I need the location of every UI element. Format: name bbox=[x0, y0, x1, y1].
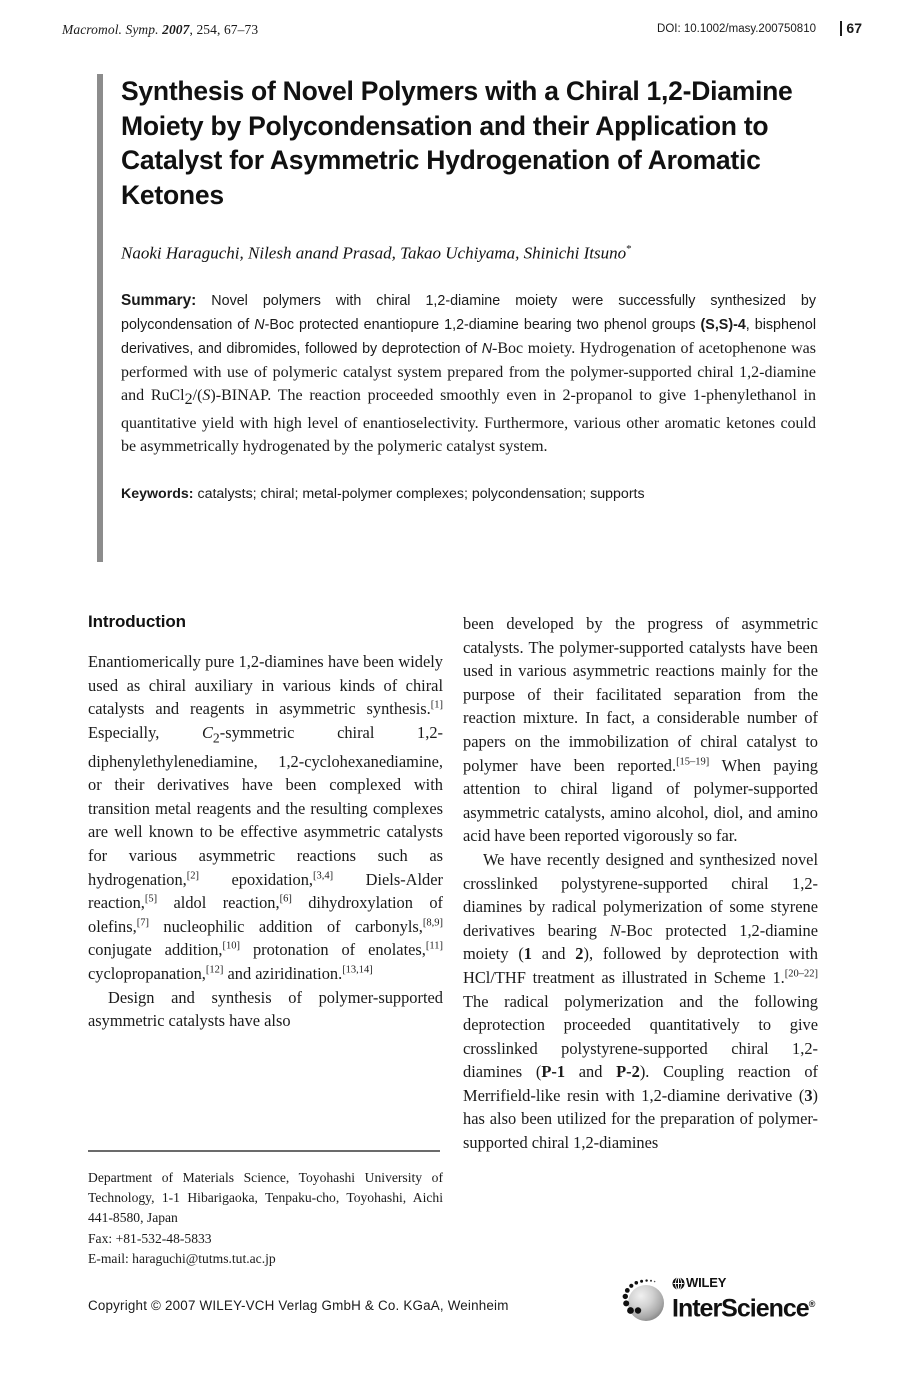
summary-compound-ss4: (S,S)-4 bbox=[700, 316, 746, 333]
p1-text-6: aldol reaction, bbox=[157, 893, 280, 913]
wiley-globe-icon bbox=[672, 1277, 685, 1290]
summary-text-4: -Boc moiety. Hydrogenation of acetophenone was performed with use of polymeric catalyst system prepared from the polymer-supported chiral 1,2-diamine and RuCl bbox=[121, 340, 816, 405]
p4-text-6: and bbox=[565, 1062, 617, 1082]
p4-text-1: We have recently designed and synthesized novel crosslinked polystyrene-supported chiral 1,2-diamines by radical polymerization of some styrene derivatives bearing bbox=[463, 849, 818, 940]
registered-mark: ® bbox=[808, 1299, 815, 1309]
author-list bbox=[121, 238, 811, 265]
summary-italic-n-2: N bbox=[481, 341, 493, 358]
citation-ref-2: [2] bbox=[186, 870, 200, 882]
summary-italic-s: S bbox=[202, 387, 211, 405]
summary-text-3: , bisphenol derivatives, and dibromides, followed by deprotection of bbox=[121, 316, 816, 358]
citation-ref-10: [12] bbox=[205, 964, 224, 976]
column-right bbox=[463, 612, 818, 1155]
p1-subscript-2: 2 bbox=[212, 730, 220, 746]
summary-text-6: )-BINAP. The reaction proceeded smoothly even in 2-propanol to give 1-phenylethanol in quantitative yield with high level of enantioselectivity. Furthermore, various other aromatic ketones could be asymmetrically hydrogenated by the polymeric catalyst system. bbox=[121, 387, 816, 455]
keywords-line bbox=[121, 484, 816, 504]
summary-label: Summary: bbox=[121, 291, 197, 309]
p1-text-4: epoxidation, bbox=[199, 869, 313, 889]
corresponding-author-marker: * bbox=[626, 243, 632, 255]
summary-text-5: /( bbox=[192, 387, 203, 405]
author-affiliation-footnote bbox=[88, 1150, 443, 1270]
p1-text-7: dihydroxylation of olefins, bbox=[88, 893, 443, 936]
p4-text-2: -Boc protected 1,2-diamine moiety ( bbox=[463, 920, 818, 964]
summary-subscript-2: 2 bbox=[184, 391, 193, 409]
p1-text-2: Especially, bbox=[88, 722, 202, 742]
p1-text-10: protonation of enolates, bbox=[240, 940, 426, 960]
interscience-wordmark bbox=[672, 1291, 822, 1321]
journal-volume-pages: , 254, 67–73 bbox=[189, 22, 259, 37]
p3-text-1: been developed by the progress of asymmetric catalysts. The polymer-supported catalysts have been used in various asymmetric reactions mainly for the purpose of their facilitated separation from the reaction mixture. In fact, a considerable number of papers on the immobilization of chiral catalyst to polymer have been reported. bbox=[463, 614, 818, 775]
paragraph-intro-3 bbox=[463, 612, 818, 848]
paragraph-intro-1 bbox=[88, 650, 443, 986]
section-heading-introduction: Introduction bbox=[88, 612, 186, 631]
p1-text-12: and aziridination. bbox=[223, 964, 343, 983]
affiliation-fax: Fax: +81-532-48-5833 bbox=[88, 1230, 212, 1246]
wiley-interscience-logo[interactable] bbox=[606, 1270, 818, 1332]
footnote-separator-rule bbox=[88, 1150, 440, 1152]
p4-text-8: ) has also been utilized for the preparation of polymer-supported chiral 1,2-diamines bbox=[463, 1085, 818, 1153]
journal-citation bbox=[62, 22, 258, 38]
copyright-line: Copyright © 2007 WILEY-VCH Verlag GmbH & Co. KGaA, Weinheim bbox=[88, 1298, 509, 1313]
compound-label-3: 3 bbox=[804, 1085, 813, 1105]
citation-ref-11: [13,14] bbox=[342, 964, 373, 976]
p4-text-3: and bbox=[532, 944, 576, 964]
title-block bbox=[97, 74, 827, 504]
citation-ref-4: [5] bbox=[144, 893, 158, 905]
keywords-value: catalysts; chiral; metal-polymer complexes; polycondensation; supports bbox=[193, 486, 645, 503]
p1-italic-c: C bbox=[201, 722, 213, 742]
wiley-logo-text bbox=[672, 1276, 822, 1321]
summary-paragraph bbox=[121, 289, 816, 459]
interscience-label: InterScience bbox=[672, 1294, 809, 1323]
citation-ref-20-22: [20–22] bbox=[784, 968, 818, 980]
keywords-label: Keywords: bbox=[121, 486, 194, 503]
folio bbox=[840, 20, 862, 36]
wiley-wordmark bbox=[672, 1276, 822, 1290]
journal-name: Macromol. Symp. bbox=[62, 22, 159, 37]
paragraph-intro-4 bbox=[463, 848, 818, 1155]
running-head bbox=[62, 22, 862, 44]
p1-text-3: -symmetric chiral 1,2-diphenylethylenediamine, 1,2-cyclohexanediamine, or their derivatives have been complexed with transition metal reagents and the resulting complexes are well known to be effective asymmetric catalysts for various asymmetric reactions such as hydrogenation, bbox=[88, 722, 443, 889]
compound-label-p1: P-1 bbox=[541, 1062, 566, 1082]
summary-text-1: Novel polymers with chiral 1,2-diamine moiety were successfully synthesized by polycondensation of bbox=[121, 292, 816, 333]
p1-text-1: Enantiomerically pure 1,2-diamines have been widely used as chiral auxiliary in various kinds of chiral catalysts and reagents in asymmetric synthesis. bbox=[88, 652, 443, 719]
affiliation-address: Department of Materials Science, Toyohashi University of Technology, 1-1 Hibarigaoka, Tenpaku-cho, Toyohashi, Aichi 441-8580, Japan bbox=[88, 1169, 443, 1226]
p1-text-9: conjugate addition, bbox=[88, 940, 223, 960]
author-names: Naoki Haraguchi, Nilesh anand Prasad, Takao Uchiyama, Shinichi Itsuno bbox=[121, 243, 627, 263]
citation-ref-1: [1] bbox=[430, 699, 443, 711]
p4-text-5: The radical polymerization and the following deprotection proceeded quantitatively to give crosslinked polystyrene-supported chiral 1,2-diamines ( bbox=[463, 991, 818, 1082]
p4-text-4: ), followed by deprotection with HCl/THF treatment as illustrated in Scheme 1. bbox=[463, 944, 818, 987]
p1-text-11: cyclopropanation, bbox=[88, 964, 206, 983]
citation-ref-5: [6] bbox=[279, 893, 292, 905]
journal-year: 2007 bbox=[162, 22, 190, 37]
page-number: 67 bbox=[846, 20, 862, 36]
citation-ref-15-19: [15–19] bbox=[676, 756, 710, 768]
p1-text-8: nucleophilic addition of carbonyls, bbox=[148, 916, 423, 936]
citation-ref-8: [10] bbox=[222, 940, 240, 952]
paragraph-intro-2: Design and synthesis of polymer-supported asymmetric catalysts have also bbox=[88, 987, 443, 1031]
interscience-sphere-icon bbox=[620, 1278, 668, 1326]
citation-ref-9: [11] bbox=[425, 940, 443, 952]
citation-ref-6: [7] bbox=[136, 917, 149, 929]
citation-ref-7: [8,9] bbox=[422, 917, 443, 929]
compound-label-p2: P-2 bbox=[616, 1062, 640, 1082]
p1-text-5: Diels-Alder reaction, bbox=[88, 869, 443, 913]
affiliation-email[interactable]: E-mail: haraguchi@tutms.tut.ac.jp bbox=[88, 1251, 276, 1267]
page-title: Synthesis of Novel Polymers with a Chiral 1,2-Diamine Moiety by Polycondensation and their Application to Catalyst for Asymmetric Hydrogenation of Aromatic Ketones bbox=[121, 76, 793, 210]
summary-text-2: -Boc protected enantiopure 1,2-diamine bearing two phenol groups bbox=[264, 316, 701, 333]
summary-italic-n-1: N bbox=[254, 316, 265, 333]
p3-text-2: When paying attention to chiral ligand of polymer-supported asymmetric catalysts, amino alcohol, diol, and amino acid have been reported vigorously so far. bbox=[463, 755, 818, 846]
doi-text: DOI: 10.1002/masy.200750810 bbox=[657, 23, 816, 35]
column-left bbox=[88, 612, 443, 1033]
p4-text-7: ). Coupling reaction of Merrifield-like resin with 1,2-diamine derivative ( bbox=[463, 1062, 818, 1105]
citation-ref-3: [3,4] bbox=[313, 870, 334, 882]
title-left-rule bbox=[97, 74, 103, 562]
folio-rule-icon bbox=[840, 21, 843, 36]
p4-italic-n: N bbox=[609, 920, 621, 940]
compound-label-1: 1 bbox=[523, 944, 532, 964]
compound-label-2: 2 bbox=[575, 944, 584, 964]
wiley-label: WILEY bbox=[686, 1275, 727, 1290]
